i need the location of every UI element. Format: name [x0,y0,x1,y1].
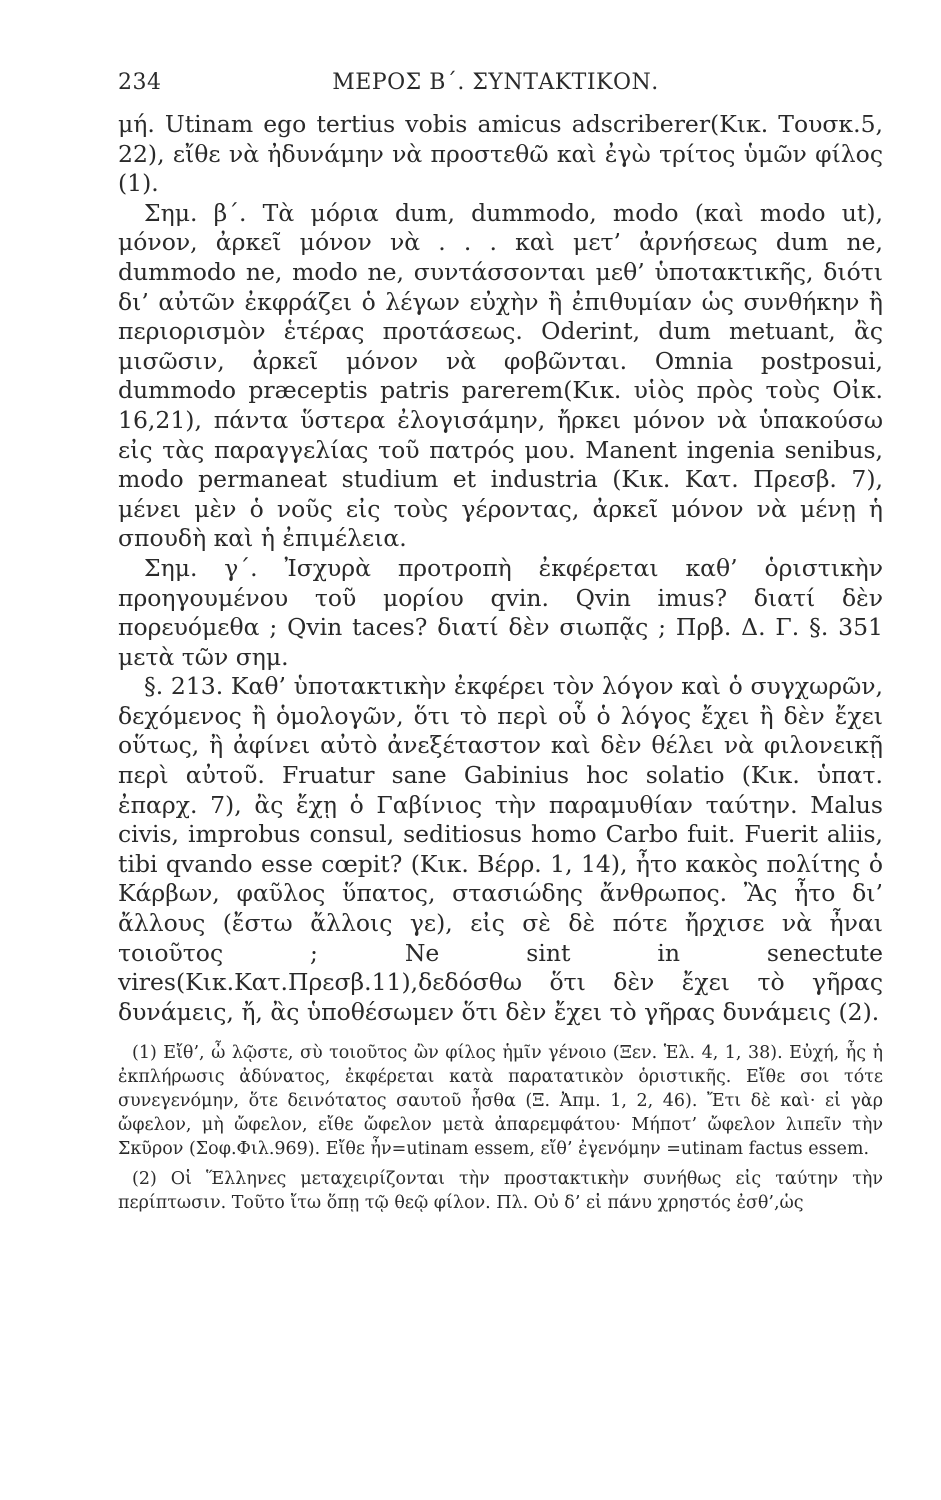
paragraph-utinam: μή. Utinam ego tertius vobis amicus adscriberer(Κικ. Τουσκ.5, 22), εἴθε νὰ ἠδυνάμην νὰ προστεθῶ καὶ ἐγὼ τρίτος ὑμῶν φίλος (1). [118,110,883,198]
paragraph-note-b: Σημ. β΄. Τὰ μόρια dum, dummodo, modo (καὶ modo ut), μόνον, ἀρκεῖ μόνον νὰ . . . καὶ μετ’ ἀρνήσεως dum ne, dummodo ne, modo ne, συντάσσονται μεθ’ ὑποτακτικῆς, διότι δι’ αὐτῶν ἐκφράζει ὁ λέγων εὐχὴν ἢ ἐπιθυμίαν ὡς συνθήκην ἢ περιορισμὸν ἑτέρας προτάσεως. Oderint, dum metuant, ἂς μισῶσιν, ἀρκεῖ μόνον νὰ φοβῶνται. Omnia postposui, dummodo præceptis patris parerem(Κικ. υἱὸς πρὸς τοὺς Οἰκ. 16,21), πάντα ὕστερα ἐλογισάμην, ἤρκει μόνον νὰ ὑπακούσω εἰς τὰς παραγγελίας τοῦ πατρός μου. Manent ingenia senibus, modo permaneat studium et industria (Κικ. Κατ. Πρεσβ. 7), μένει μὲν ὁ νοῦς εἰς τοὺς γέροντας, ἀρκεῖ μόνον νὰ μένῃ ἡ σπουδὴ καὶ ἡ ἐπιμέλεια. [118,198,883,553]
page-header [118,70,883,110]
running-head: ΜΕΡΟΣ Β΄. ΣΥΝΤΑΚΤΙΚΟΝ. [332,70,659,95]
page-number: 234 [118,70,162,95]
footnotes [118,1041,883,1215]
footnote-1: (1) Εἴθ’, ὦ λῷστε, σὺ τοιοῦτος ὢν φίλος ἡμῖν γένοιο (Ξεν. Ἑλ. 4, 1, 38). Εὐχή, ἧς ἡ ἐκπλήρωσις ἀδύνατος, ἐκφέρεται κατὰ παρατατικὸν ὁριστικῆς. Εἴθε σοι τότε συνεγενόμην, ὅτε δεινότατος σαυτοῦ ἦσθα (Ξ. Ἀπμ. 1, 2, 46). Ἔτι δὲ καὶ· εἰ γὰρ ὤφελον, μὴ ὤφελον, εἴθε ὤφελον μετὰ ἀπαρεμφάτου· Μήποτ’ ὤφελον λιπεῖν τὴν Σκῦρον (Σοφ.Φιλ.969). Εἴθε ἦν=utinam essem, εἴθ’ ἐγενόμην =utinam factus essem. [118,1043,883,1160]
paragraph-section-213: §. 213. Καθ’ ὑποτακτικὴν ἐκφέρει τὸν λόγον καὶ ὁ συγχωρῶν, δεχόμενος ἢ ὁμολογῶν, ὅτι τὸ περὶ οὗ ὁ λόγος ἔχει ἢ δὲν ἔχει οὕτως, ἢ ἀφίνει αὐτὸ ἀνεξέταστον καὶ δὲν θέλει νὰ φιλονεικῇ περὶ αὐτοῦ. Fruatur sane Gabinius hoc solatio (Κικ. ὑπατ. ἐπαρχ. 7), ἂς ἔχῃ ὁ Γαβίνιος τὴν παραμυθίαν ταύτην. Malus civis, improbus consul, seditiosus homo Carbo fuit. Fuerit aliis, tibi qvando esse cœpit? (Κικ. Βέρρ. 1, 14), ἦτο κακὸς πολίτης ὁ Κάρβων, φαῦλος ὕπατος, στασιώδης ἄνθρωπος. Ἂς ἦτο δι’ ἄλλους (ἔστω ἄλλοις γε), εἰς σὲ δὲ πότε ἤρχισε νὰ ἦναι τοιοῦτος ; Ne sint in senectute vires(Κικ.Κατ.Πρεσβ.11),δεδόσθω ὅτι δὲν ἔχει τὸ γῆρας δυνάμεις, ἤ, ἂς ὑποθέσωμεν ὅτι δὲν ἔχει τὸ γῆρας δυνάμεις (2). [118,672,883,1026]
footnote-2: (2) Οἱ Ἕλληνες μεταχειρίζονται τὴν προστακτικὴν συνήθως εἰς ταύτην τὴν περίπτωσιν. Τοῦτο ἴτω ὅπῃ τῷ θεῷ φίλον. Πλ. Οὐ δ’ εἰ πάνυ χρηστός ἐσθ’,ὡς [118,1169,883,1214]
paragraph-note-c: Σημ. γ΄. Ἰσχυρὰ προτροπὴ ἐκφέρεται καθ’ ὁριστικὴν προηγουμένου τοῦ μορίου qvin. Qvin imus? διατί δὲν πορευόμεθα ; Qvin taces? διατί δὲν σιωπᾷς ; Πρβ. Δ. Γ. §. 351 μετὰ τῶν σημ. [118,553,883,671]
main-text [118,110,883,1027]
